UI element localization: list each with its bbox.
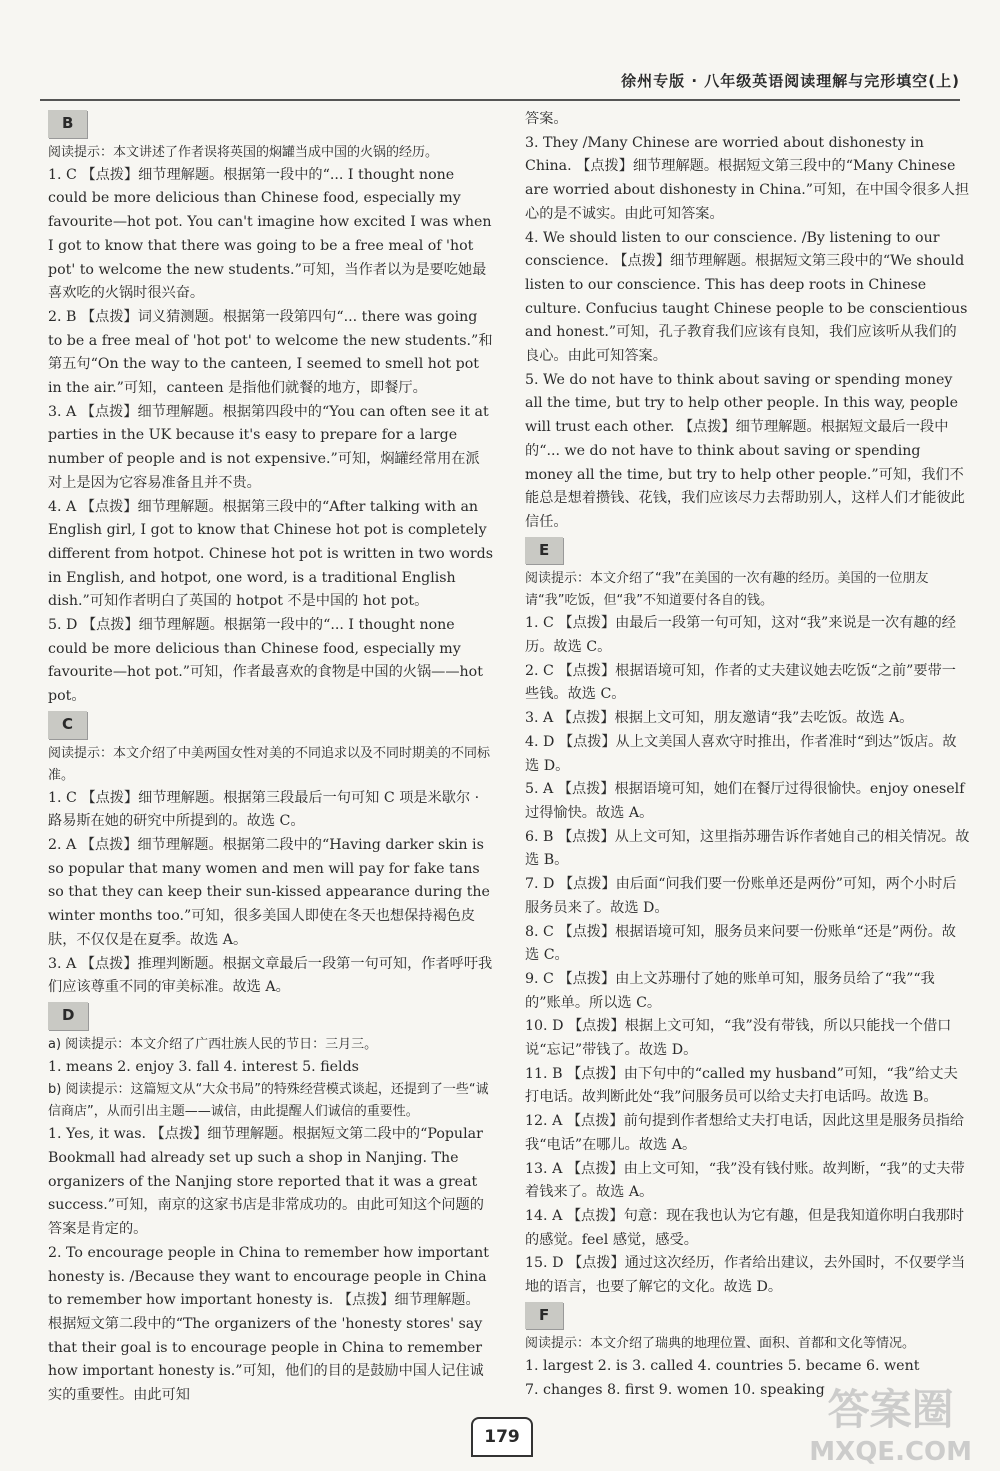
answer-b-2: 2. B 【点拨】词义猜测题。根据第一段第四句“... there was going to be a free meal of 'hot pot' to welcome the new students.”和第五句“On the way to the canteen, I seemed to smell hot pot in the air.”可知，canteen 是指他们就餐的地方，即餐厅。 [48, 308, 493, 397]
answer-e-9: 9. C 【点拨】由上文苏珊付了她的账单可知，服务员给了“我”“我的”账单。所以选 C。 [525, 970, 935, 1011]
reading-tip-b: 阅读提示：本文讲述了作者误将英国的焖罐当成中国的火锅的经历。 [48, 144, 439, 160]
answer-b-3: 3. A 【点拨】细节理解题。根据第四段中的“You can often see it at parties in the UK because it's easy to prepare for a large number of people and is not expensive.”可知，焖罐经常用在派对上是因为它容易准备且并不贵。 [48, 403, 489, 491]
answer-e-3: 3. A 【点拨】根据上文可知，朋友邀请“我”去吃饭。故选 A。 [525, 710, 914, 727]
answer-e-1: 1. C 【点拨】由最后一段第一句可知，这对“我”来说是一次有趣的经历。故选 C。 [525, 615, 956, 656]
answer-b-1: 1. C 【点拨】细节理解题。根据第一段中的“... I thought none could be more delicious than Chinese food, especially my favourite—hot pot. You can't imagine how excited I was when I got to know that there was going to be a free meal of 'hot pot' to welcome the new students.”可知，当作者以为是要吃她最喜欢吃的火锅时很兴奋。 [48, 166, 492, 302]
answer-b-4: 4. A 【点拨】细节理解题。根据第三段中的“After talking with an English girl, I got to know that Chinese hot pot is completely different from hotpot. Chinese hot pot is written in two words in English, and hotpot, one word, is a traditional English dish.”可知作者明白了英国的 hotpot 不是中国的 hot pot。 [48, 498, 494, 610]
reading-tip-c: 阅读提示：本文介绍了中美两国女性对美的不同追求以及不同时期美的不同标准。 [48, 745, 491, 783]
left-column [48, 108, 493, 1408]
site-watermark [809, 1377, 972, 1467]
answer-c-3: 3. A 【点拨】推理判断题。根据文章最后一段第一句可知，作者呼吁我们应该尊重不同的审美标准。故选 A。 [48, 955, 493, 996]
answer-d-4: 4. We should listen to our conscience. /By listening to our conscience. 【点拨】细节理解题。根据短文第三段中的“We should listen to our conscience. This has deep roots in Chinese culture. Confucius taught Chinese people to be conscientious and honest.”可知，孔子教育我们应该有良知，我们应该听从我们的良心。由此可知答案。 [525, 229, 968, 365]
section-label-b: B [48, 110, 87, 138]
reading-tip-e: 阅读提示：本文介绍了“我”在美国的一次有趣的经历。美国的一位朋友请“我”吃饭，但“我”不知道要付各自的钱。 [525, 571, 929, 609]
answer-e-11: 11. B 【点拨】由下句中的“called my husband”可知，“我”给丈夫打电话。故判断此处“我”问服务员可以给丈夫打电话吗。故选 B。 [525, 1065, 958, 1106]
reading-tip-d-b: b) 阅读提示：这篇短文从“大众书局”的特殊经营模式谈起，还提到了一些“诚信商店”，从而引出主题——诚信，由此提醒人们诚信的重要性。 [48, 1082, 489, 1120]
running-header: 徐州专版 · 八年级英语阅读理解与完形填空(上) [40, 70, 960, 101]
answer-c-2: 2. A 【点拨】细节理解题。根据第二段中的“Having darker skin is so popular that many women and men will pay for fake tans so that they can keep their sun-kissed appearance during the winter months too.”可知，很多美国人即使在冬天也想保持褐色皮肤，不仅仅是在夏季。故选 A。 [48, 836, 490, 948]
word-answers-d-a: 1. means 2. enjoy 3. fall 4. interest 5. fields [48, 1058, 359, 1075]
answer-e-8: 8. C 【点拨】根据语境可知，服务员来问要一份账单“还是”两份。故选 C。 [525, 923, 956, 964]
answer-e-2: 2. C 【点拨】根据语境可知，作者的丈夫建议她去吃饭“之前”要带一些钱。故选 C。 [525, 662, 956, 703]
answer-d-2: 2. To encourage people in China to remember how important honesty is. /Because they want to encourage people in China to remember how important honesty is. 【点拨】细节理解题。根据短文第二段中的“The organizers of the 'honesty stores' say that their goal is to encourage people in China to remember how important honesty is.”可知，他们的目的是鼓励中国人记住诚实的重要性。由此可知 [48, 1244, 489, 1404]
right-column [525, 108, 970, 1403]
reading-tip-d-a: a) 阅读提示：本文介绍了广西壮族人民的节日：三月三。 [48, 1036, 378, 1052]
answer-e-10: 10. D 【点拨】根据上文可知，“我”没有带钱，所以只能找一个借口说“忘记”带钱了。故选 D。 [525, 1018, 952, 1059]
answer-e-15: 15. D 【点拨】通过这次经历，作者给出建议，去外国时，不仅要学当地的语言，也要了解它的文化。故选 D。 [525, 1255, 966, 1296]
answer-c-1: 1. C 【点拨】细节理解题。根据第三段最后一句可知 C 项是米歇尔 · 路易斯在她的研究中所提到的。故选 C。 [48, 789, 480, 830]
answer-e-13: 13. A 【点拨】由上文可知，“我”没有钱付账。故判断，“我”的丈夫带着钱来了。故选 A。 [525, 1160, 965, 1201]
answer-e-12: 12. A 【点拨】前句提到作者想给丈夫打电话，因此这里是服务员指给我“电话”在哪儿。故选 A。 [525, 1113, 965, 1153]
answer-e-4: 4. D 【点拨】从上文美国人喜欢守时推出，作者准时“到达”饭店。故选 D。 [525, 733, 957, 774]
section-label-d: D [48, 1002, 88, 1030]
word-answers-f-2: 7. changes 8. first 9. women 10. speaking [525, 1382, 825, 1399]
answer-e-6: 6. B 【点拨】从上文可知，这里指苏珊告诉作者她自己的相关情况。故选 B。 [525, 828, 970, 869]
reading-tip-f: 阅读提示：本文介绍了瑞典的地理位置、面积、首都和文化等情况。 [525, 1336, 916, 1352]
answer-d-5: 5. We do not have to think about saving or spending money all the time, but try to help other people. In this way, people will trust each other. 【点拨】细节理解题。根据短文最后一段中的“... we do not have to think about saving or spending money all the time, but try to help other people.”可知，我们不能总是想着攒钱、花钱，我们应该尽力去帮助别人，这样人们才能彼此信任。 [525, 371, 965, 530]
section-label-f: F [525, 1302, 563, 1330]
answer-e-14: 14. A 【点拨】句意：现在我也认为它有趣，但是我知道你明白我那时的感觉。feel 感觉，感受。 [525, 1207, 965, 1248]
answer-b-5: 5. D 【点拨】细节理解题。根据第一段中的“... I thought none could be more delicious than Chinese food, especially my favourite—hot pot.”可知，作者最喜欢的食物是中国的火锅——hot pot。 [48, 617, 483, 705]
answer-e-7: 7. D 【点拨】由后面“问我们要一份账单还是两份”可知，两个小时后服务员来了。故选 D。 [525, 876, 957, 916]
answer-d-3: 3. They /Many Chinese are worried about dishonesty in China. 【点拨】细节理解题。根据短文第三段中的“Many Chinese are worried about dishonesty in China.”可知，在中国令很多人担心的是不诚实。由此可知答案。 [525, 134, 970, 222]
answer-d-cont-0: 答案。 [525, 111, 568, 127]
section-label-e: E [525, 537, 563, 565]
section-label-c: C [48, 711, 87, 739]
watermark-url: MXQE.COM [809, 1437, 972, 1467]
page-number: 179 [471, 1417, 533, 1457]
answer-e-5: 5. A 【点拨】根据语境可知，她们在餐厅过得很愉快。enjoy oneself 过得愉快。故选 A。 [525, 781, 965, 821]
word-answers-f-1: 1. largest 2. is 3. called 4. countries 5. became 6. went [525, 1358, 920, 1375]
answer-d-1: 1. Yes, it was. 【点拨】细节理解题。根据短文第二段中的“Popular Bookmall had already set up such a shop in Nanjing. The organizers of the Nanjing store reported that it was a great success.”可知，南京的这家书店是非常成功的。由此可知这个问题的答案是肯定的。 [48, 1126, 484, 1238]
watermark-logo-text: 答案圈 [827, 1385, 954, 1434]
